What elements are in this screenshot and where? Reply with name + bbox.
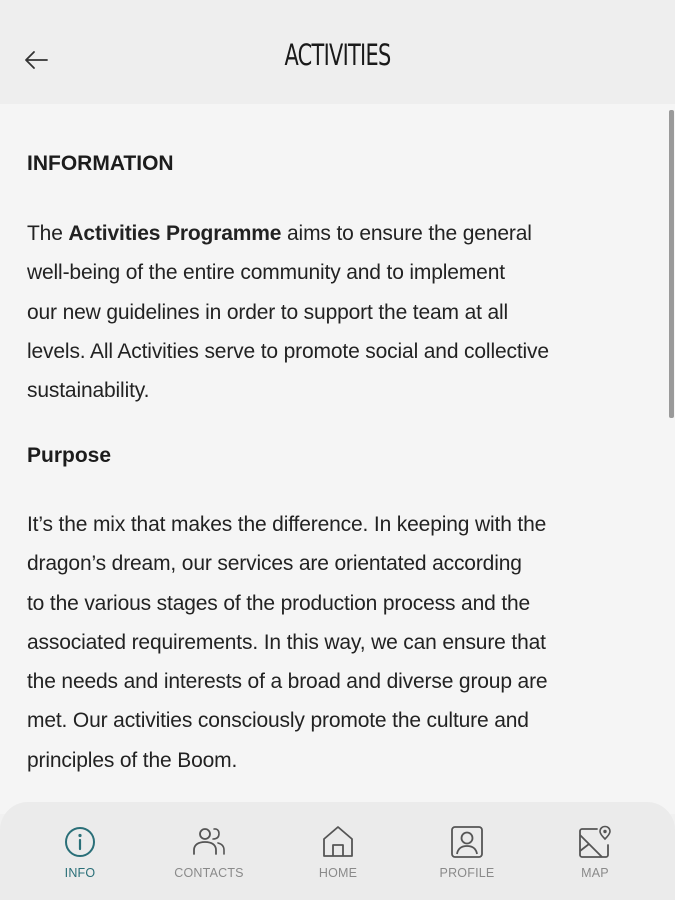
home-icon bbox=[320, 824, 356, 860]
info-icon bbox=[62, 824, 98, 860]
paragraph-line: principles of the Boom. bbox=[27, 748, 238, 772]
nav-label-info: INFO bbox=[64, 866, 96, 880]
paragraph-line: associated requirements. In this way, we can ensure that bbox=[27, 630, 546, 654]
nav-item-map[interactable] bbox=[540, 824, 650, 888]
bottom-nav bbox=[0, 802, 675, 900]
scrollbar-thumb[interactable] bbox=[669, 110, 674, 418]
people-icon bbox=[191, 824, 227, 860]
nav-label-map: MAP bbox=[581, 866, 609, 880]
paragraph-line: the needs and interests of a broad and diverse group are bbox=[27, 670, 548, 694]
information-heading: INFORMATION bbox=[27, 152, 174, 175]
text-run: The bbox=[27, 222, 69, 245]
map-icon bbox=[577, 824, 613, 860]
information-paragraph bbox=[27, 214, 647, 410]
nav-item-home[interactable] bbox=[283, 824, 393, 888]
paragraph-line: met. Our activities consciously promote the culture and bbox=[27, 709, 529, 733]
nav-item-info[interactable] bbox=[25, 824, 135, 888]
purpose-paragraph bbox=[27, 505, 647, 780]
nav-label-home: HOME bbox=[318, 866, 358, 880]
programme-name: Activities Programme bbox=[68, 222, 282, 245]
page-title: ACTIVITIES bbox=[284, 38, 391, 72]
paragraph-line: levels. All Activities serve to promote social and collective bbox=[27, 339, 549, 363]
paragraph-line: It’s the mix that makes the difference. In keeping with the bbox=[27, 513, 547, 536]
app-bar bbox=[0, 0, 675, 104]
paragraph-line: to the various stages of the production process and the bbox=[27, 591, 531, 615]
paragraph-line: well-being of the entire community and to implement bbox=[27, 261, 505, 285]
paragraph-line bbox=[27, 214, 647, 253]
text-run: aims to ensure the general bbox=[281, 222, 532, 245]
nav-item-contacts[interactable] bbox=[154, 824, 264, 888]
arrow-left-icon bbox=[23, 47, 49, 73]
purpose-heading: Purpose bbox=[27, 444, 112, 467]
profile-icon bbox=[449, 824, 485, 860]
paragraph-line: sustainability. bbox=[27, 379, 150, 403]
nav-label-contacts: CONTACTS bbox=[174, 866, 244, 880]
nav-label-profile: PROFILE bbox=[439, 866, 495, 880]
nav-item-profile[interactable] bbox=[412, 824, 522, 888]
content-area[interactable] bbox=[0, 104, 668, 814]
back-button[interactable] bbox=[18, 42, 54, 78]
paragraph-line: dragon’s dream, our services are orientated according bbox=[27, 552, 522, 576]
paragraph-line: our new guidelines in order to support the team at all bbox=[27, 300, 509, 324]
